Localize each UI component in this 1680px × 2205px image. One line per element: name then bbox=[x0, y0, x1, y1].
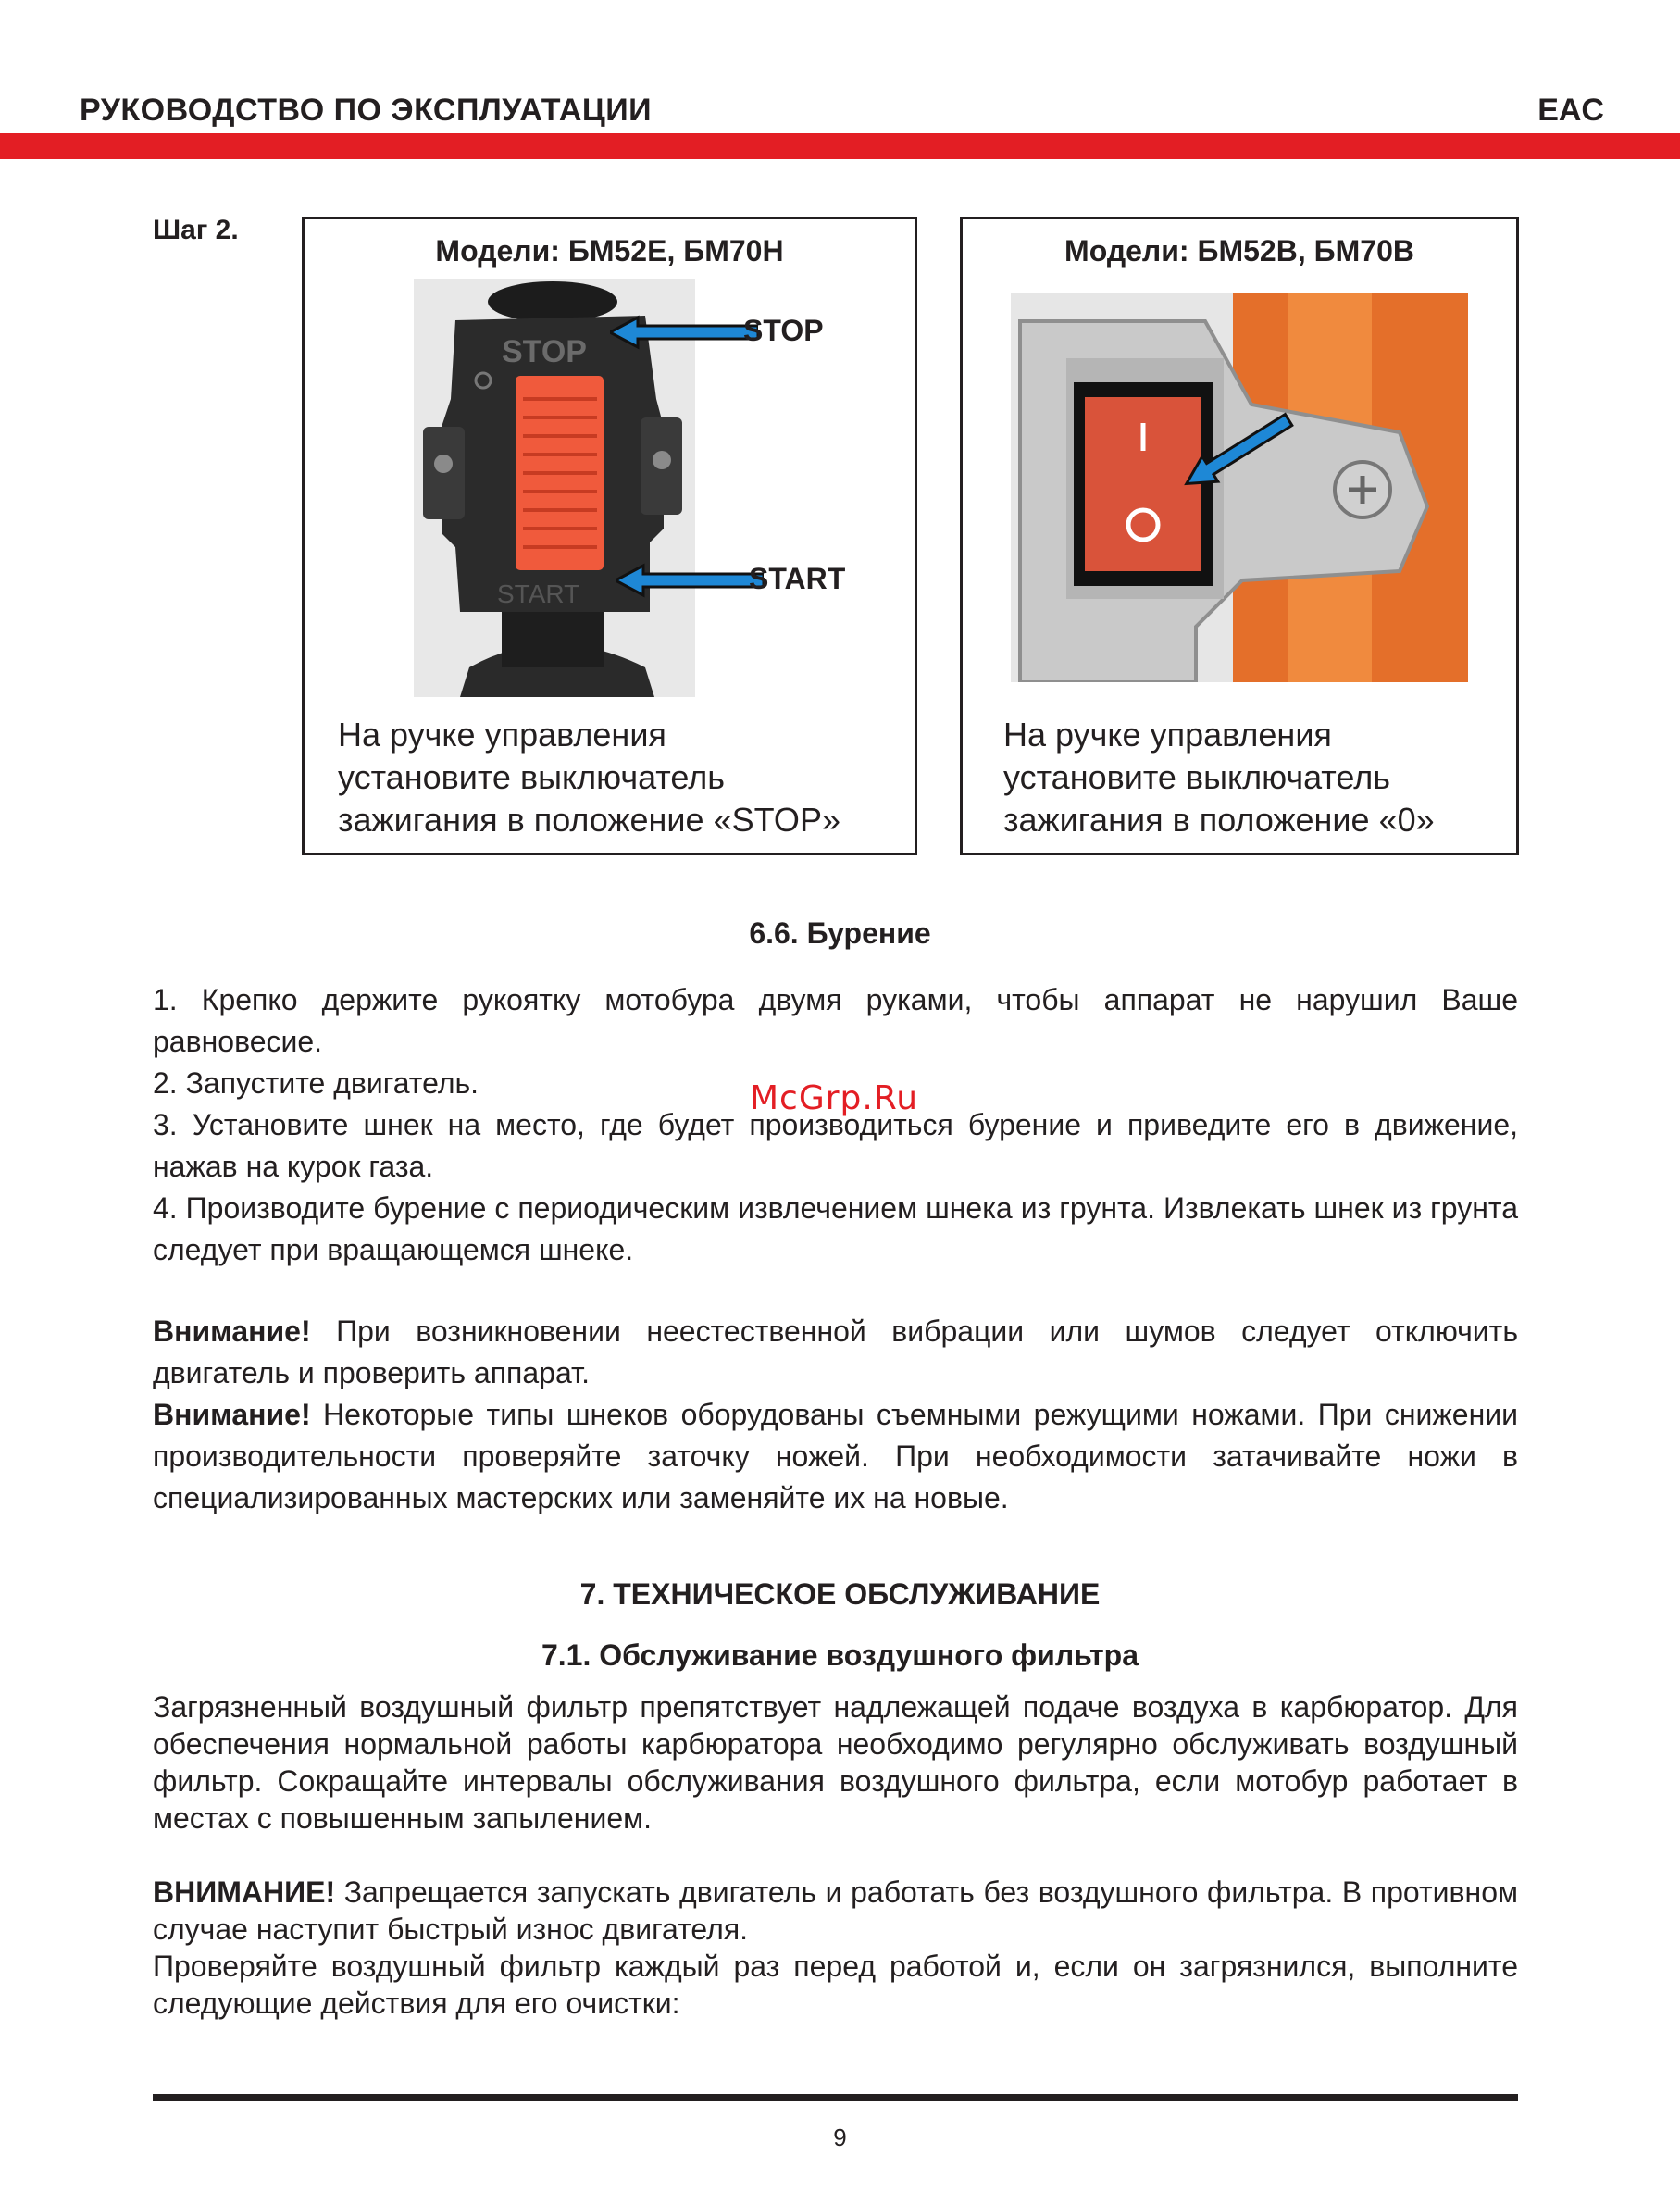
warning-paragraph bbox=[153, 1874, 1518, 1948]
warning-paragraph bbox=[153, 1394, 1518, 1519]
header-red-band bbox=[0, 133, 1680, 159]
warning-text: При возникновении неестественной вибрации или шумов следует отключить двигатель и проверить аппарат. bbox=[153, 1314, 1518, 1389]
warning-text: Запрещается запускать двигатель и работать без воздушного фильтра. В противном случае наступит быстрый износ двигателя. bbox=[153, 1875, 1518, 1946]
list-item: 1. Крепко держите рукоятку мотобура двумя руками, чтобы аппарат не нарушил Ваше равновесие. bbox=[153, 983, 1518, 1058]
box-caption bbox=[1003, 714, 1507, 841]
caption-line: зажигания в положение «STOP» bbox=[338, 801, 840, 839]
drilling-warnings bbox=[153, 1311, 1518, 1519]
arrow-label-stop: STOP bbox=[743, 314, 824, 347]
section-title-drilling: 6.6. Бурение bbox=[749, 916, 931, 950]
caption-line: установите выключатель bbox=[1003, 758, 1390, 796]
warning-lead: ВНИМАНИЕ! bbox=[153, 1875, 336, 1909]
list-item: 4. Производите бурение с периодическим извлечением шнека из грунта. Извлекать шнек из грунта следует при вращающемся шнеке. bbox=[153, 1191, 1518, 1266]
list-item: 2. Запустите двигатель. bbox=[153, 1066, 479, 1100]
box-caption bbox=[338, 714, 905, 841]
warning-text: Некоторые типы шнеков оборудованы съемными режущими ножами. При снижении производительности проверяйте заточку ножей. При необходимости затачивайте ножи в специализированных мастерских или заменяйте их на новые. bbox=[153, 1398, 1518, 1514]
warning-lead: Внимание! bbox=[153, 1398, 311, 1431]
arrow-to-stop bbox=[610, 314, 758, 351]
watermark: McGrp.Ru bbox=[750, 1079, 919, 1117]
air-filter-warning bbox=[153, 1874, 1518, 2022]
model-box-stop-start bbox=[302, 217, 917, 855]
caption-line: зажигания в положение «0» bbox=[1003, 801, 1435, 839]
model-box-title: Модели: БМ52В, БМ70В bbox=[1064, 234, 1414, 268]
arrow-to-rocker bbox=[1177, 410, 1298, 493]
model-box-rocker bbox=[960, 217, 1519, 855]
footer-rule bbox=[153, 2094, 1518, 2101]
eac-mark: EAC bbox=[1537, 93, 1604, 128]
arrow-to-start bbox=[616, 562, 764, 599]
svg-text:STOP: STOP bbox=[502, 334, 587, 369]
caption-line: На ручке управления bbox=[1003, 716, 1332, 754]
header-title: РУКОВОДСТВО ПО ЭКСПЛУАТАЦИИ bbox=[80, 93, 653, 128]
subsection-title-air-filter: 7.1. Обслуживание воздушного фильтра bbox=[541, 1638, 1139, 1672]
caption-line: установите выключатель bbox=[338, 758, 725, 796]
svg-text:START: START bbox=[497, 579, 580, 608]
air-filter-intro: Загрязненный воздушный фильтр препятствует надлежащей подаче воздуха в карбюратор. Для обеспечения нормальной работы карбюратора необходимо регулярно обслуживать воздушный фильтр. Сокращайте интервалы обслуживания воздушного фильтра, если мотобур работает в местах с повышенным запылением. bbox=[153, 1690, 1518, 1835]
list-item: 3. Установите шнек на место, где будет производиться бурение и приведите его в движение, нажав на курок газа. bbox=[153, 1108, 1518, 1183]
warning-paragraph bbox=[153, 1311, 1518, 1394]
warning-lead: Внимание! bbox=[153, 1314, 311, 1348]
section-title-maintenance: 7. ТЕХНИЧЕСКОЕ ОБСЛУЖИВАНИЕ bbox=[579, 1577, 1101, 1611]
drilling-instructions bbox=[153, 979, 1518, 1271]
page-number: 9 bbox=[833, 2124, 847, 2151]
caption-line: На ручке управления bbox=[338, 716, 666, 754]
model-box-title: Модели: БМ52Е, БМ70Н bbox=[435, 234, 784, 268]
check-paragraph: Проверяйте воздушный фильтр каждый раз перед работой и, если он загрязнился, выполните следующие действия для его очистки: bbox=[153, 1950, 1518, 2020]
step-label: Шаг 2. bbox=[153, 215, 239, 245]
arrow-label-start: START bbox=[749, 562, 846, 595]
